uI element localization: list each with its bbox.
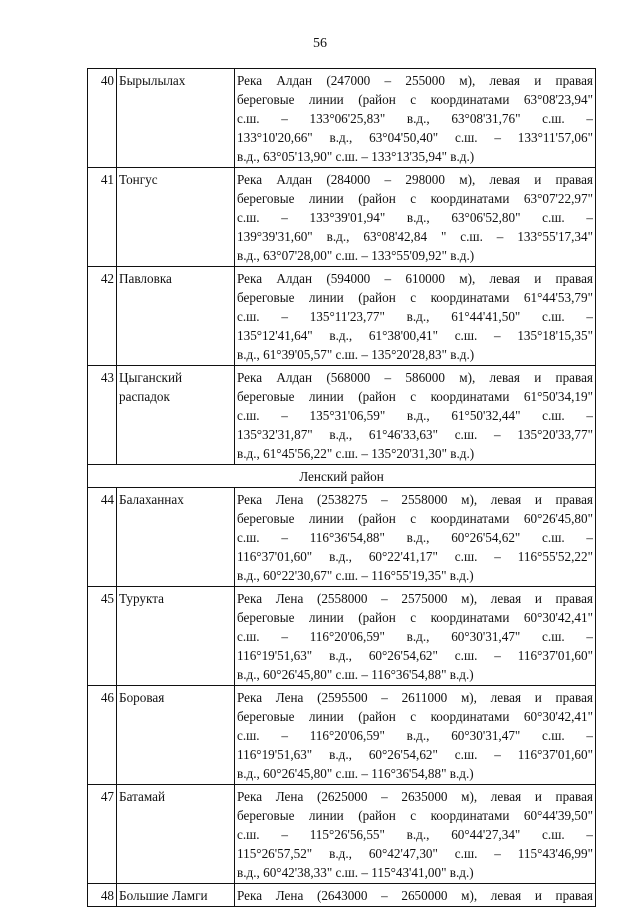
- description-line: 116°19'51,63" в.д., 60°26'54,62" с.ш. – 116°37'01,60": [237, 747, 593, 762]
- description-line: Река Лена (2538275 – 2558000 м), левая и правая: [237, 492, 593, 507]
- description-line: с.ш. – 135°11'23,77" в.д., 61°44'41,50" с.ш. –: [237, 309, 593, 324]
- row-number: 40: [88, 69, 117, 168]
- site-description: [235, 884, 596, 907]
- description-line: с.ш. – 116°20'06,59" в.д., 60°30'31,47" с.ш. –: [237, 629, 593, 644]
- description-line: береговые линии (район с координатами 60°26'45,80": [237, 511, 593, 526]
- description-line: с.ш. – 116°36'54,88" в.д., 60°26'54,62" с.ш. –: [237, 530, 593, 545]
- site-name: Балаханнах: [117, 488, 235, 587]
- row-number: 46: [88, 686, 117, 785]
- description-line: в.д., 61°45'56,22" с.ш. – 135°20'31,30" в.д.): [237, 446, 475, 461]
- site-name: Тонгус: [117, 168, 235, 267]
- table-row: [88, 168, 596, 267]
- site-description: [235, 168, 596, 267]
- description-line: 116°19'51,63" в.д., 60°26'54,62" с.ш. – 116°37'01,60": [237, 648, 593, 663]
- description-line: в.д., 63°05'13,90" с.ш. – 133°13'35,94" в.д.): [237, 149, 475, 164]
- table-row: [88, 267, 596, 366]
- description-line: береговые линии (район с координатами 60°30'42,41": [237, 709, 593, 724]
- description-line: Река Алдан (568000 – 586000 м), левая и правая: [237, 370, 593, 385]
- description-line: береговые линии (район с координатами 60°44'39,50": [237, 808, 593, 823]
- site-name: Бырылылах: [117, 69, 235, 168]
- description-line: с.ш. – 133°39'01,94" в.д., 63°06'52,80" с.ш. –: [237, 210, 593, 225]
- row-number: 43: [88, 366, 117, 465]
- section-title: Ленский район: [88, 465, 596, 488]
- description-line: в.д., 63°07'28,00" с.ш. – 133°55'09,92" в.д.): [237, 248, 475, 263]
- description-line: Река Алдан (594000 – 610000 м), левая и правая: [237, 271, 593, 286]
- site-description: [235, 686, 596, 785]
- description-line: Река Лена (2643000 – 2650000 м), левая и правая: [237, 888, 593, 903]
- site-description: [235, 366, 596, 465]
- site-description: [235, 69, 596, 168]
- description-line: Река Лена (2558000 – 2575000 м), левая и правая: [237, 591, 593, 606]
- row-number: 42: [88, 267, 117, 366]
- section-row: [88, 465, 596, 488]
- description-line: в.д., 60°26'45,80" с.ш. – 116°36'54,88" в.д.): [237, 667, 474, 682]
- description-line: 116°37'01,60" в.д., 60°22'41,17" с.ш. – 116°55'52,22": [237, 549, 593, 564]
- description-line: береговые линии (район с координатами 60°30'42,41": [237, 610, 593, 625]
- row-number: 47: [88, 785, 117, 884]
- description-line: 115°26'57,52" в.д., 60°42'47,30" с.ш. – 115°43'46,99": [237, 846, 593, 861]
- description-line: в.д., 60°22'30,67" с.ш. – 116°55'19,35" в.д.): [237, 568, 474, 583]
- description-line: Река Алдан (247000 – 255000 м), левая и правая: [237, 73, 593, 88]
- site-description: [235, 267, 596, 366]
- description-line: 135°12'41,64" в.д., 61°38'00,41" с.ш. – 135°18'15,35": [237, 328, 593, 343]
- table-row: [88, 686, 596, 785]
- description-line: в.д., 60°42'38,33" с.ш. – 115°43'41,00" в.д.): [237, 865, 474, 880]
- description-line: Река Лена (2625000 – 2635000 м), левая и правая: [237, 789, 593, 804]
- page-number: 56: [313, 36, 327, 51]
- description-line: береговые линии (район с координатами 61°44'53,79": [237, 290, 593, 305]
- site-name: Боровая: [117, 686, 235, 785]
- description-line: с.ш. – 133°06'25,83" в.д., 63°08'31,76" с.ш. –: [237, 111, 593, 126]
- table-row: [88, 366, 596, 465]
- description-line: Река Лена (2595500 – 2611000 м), левая и правая: [237, 690, 593, 705]
- site-description: [235, 785, 596, 884]
- description-line: береговые линии (район с координатами 61°50'34,19": [237, 389, 593, 404]
- table-row: [88, 69, 596, 168]
- description-line: береговые линии (район с координатами 63°08'23,94": [237, 92, 593, 107]
- row-number: 45: [88, 587, 117, 686]
- table-row: [88, 884, 596, 907]
- table-row: [88, 785, 596, 884]
- description-line: 139°39'31,60" в.д., 63°08'42,84 " с.ш. – 133°55'17,34": [237, 229, 593, 244]
- site-name: Большие Ламги: [117, 884, 235, 907]
- table-row: [88, 488, 596, 587]
- description-line: Река Алдан (284000 – 298000 м), левая и правая: [237, 172, 593, 187]
- site-description: [235, 488, 596, 587]
- territory-table: [87, 68, 596, 907]
- site-name: Турукта: [117, 587, 235, 686]
- row-number: 44: [88, 488, 117, 587]
- table-row: [88, 587, 596, 686]
- description-line: в.д., 60°26'45,80" с.ш. – 116°36'54,88" в.д.): [237, 766, 474, 781]
- description-line: 133°10'20,66" в.д., 63°04'50,40" с.ш. – 133°11'57,06": [237, 130, 593, 145]
- description-line: береговые линии (район с координатами 63°07'22,97": [237, 191, 593, 206]
- description-line: с.ш. – 115°26'56,55" в.д., 60°44'27,34" с.ш. –: [237, 827, 593, 842]
- site-description: [235, 587, 596, 686]
- row-number: 48: [88, 884, 117, 907]
- row-number: 41: [88, 168, 117, 267]
- description-line: 135°32'31,87" в.д., 61°46'33,63" с.ш. – 135°20'33,77": [237, 427, 593, 442]
- description-line: с.ш. – 135°31'06,59" в.д., 61°50'32,44" с.ш. –: [237, 408, 593, 423]
- site-name: Павловка: [117, 267, 235, 366]
- site-name: Батамай: [117, 785, 235, 884]
- description-line: в.д., 61°39'05,57" с.ш. – 135°20'28,83" в.д.): [237, 347, 475, 362]
- site-name: Цыганский распадок: [117, 366, 235, 465]
- description-line: с.ш. – 116°20'06,59" в.д., 60°30'31,47" с.ш. –: [237, 728, 593, 743]
